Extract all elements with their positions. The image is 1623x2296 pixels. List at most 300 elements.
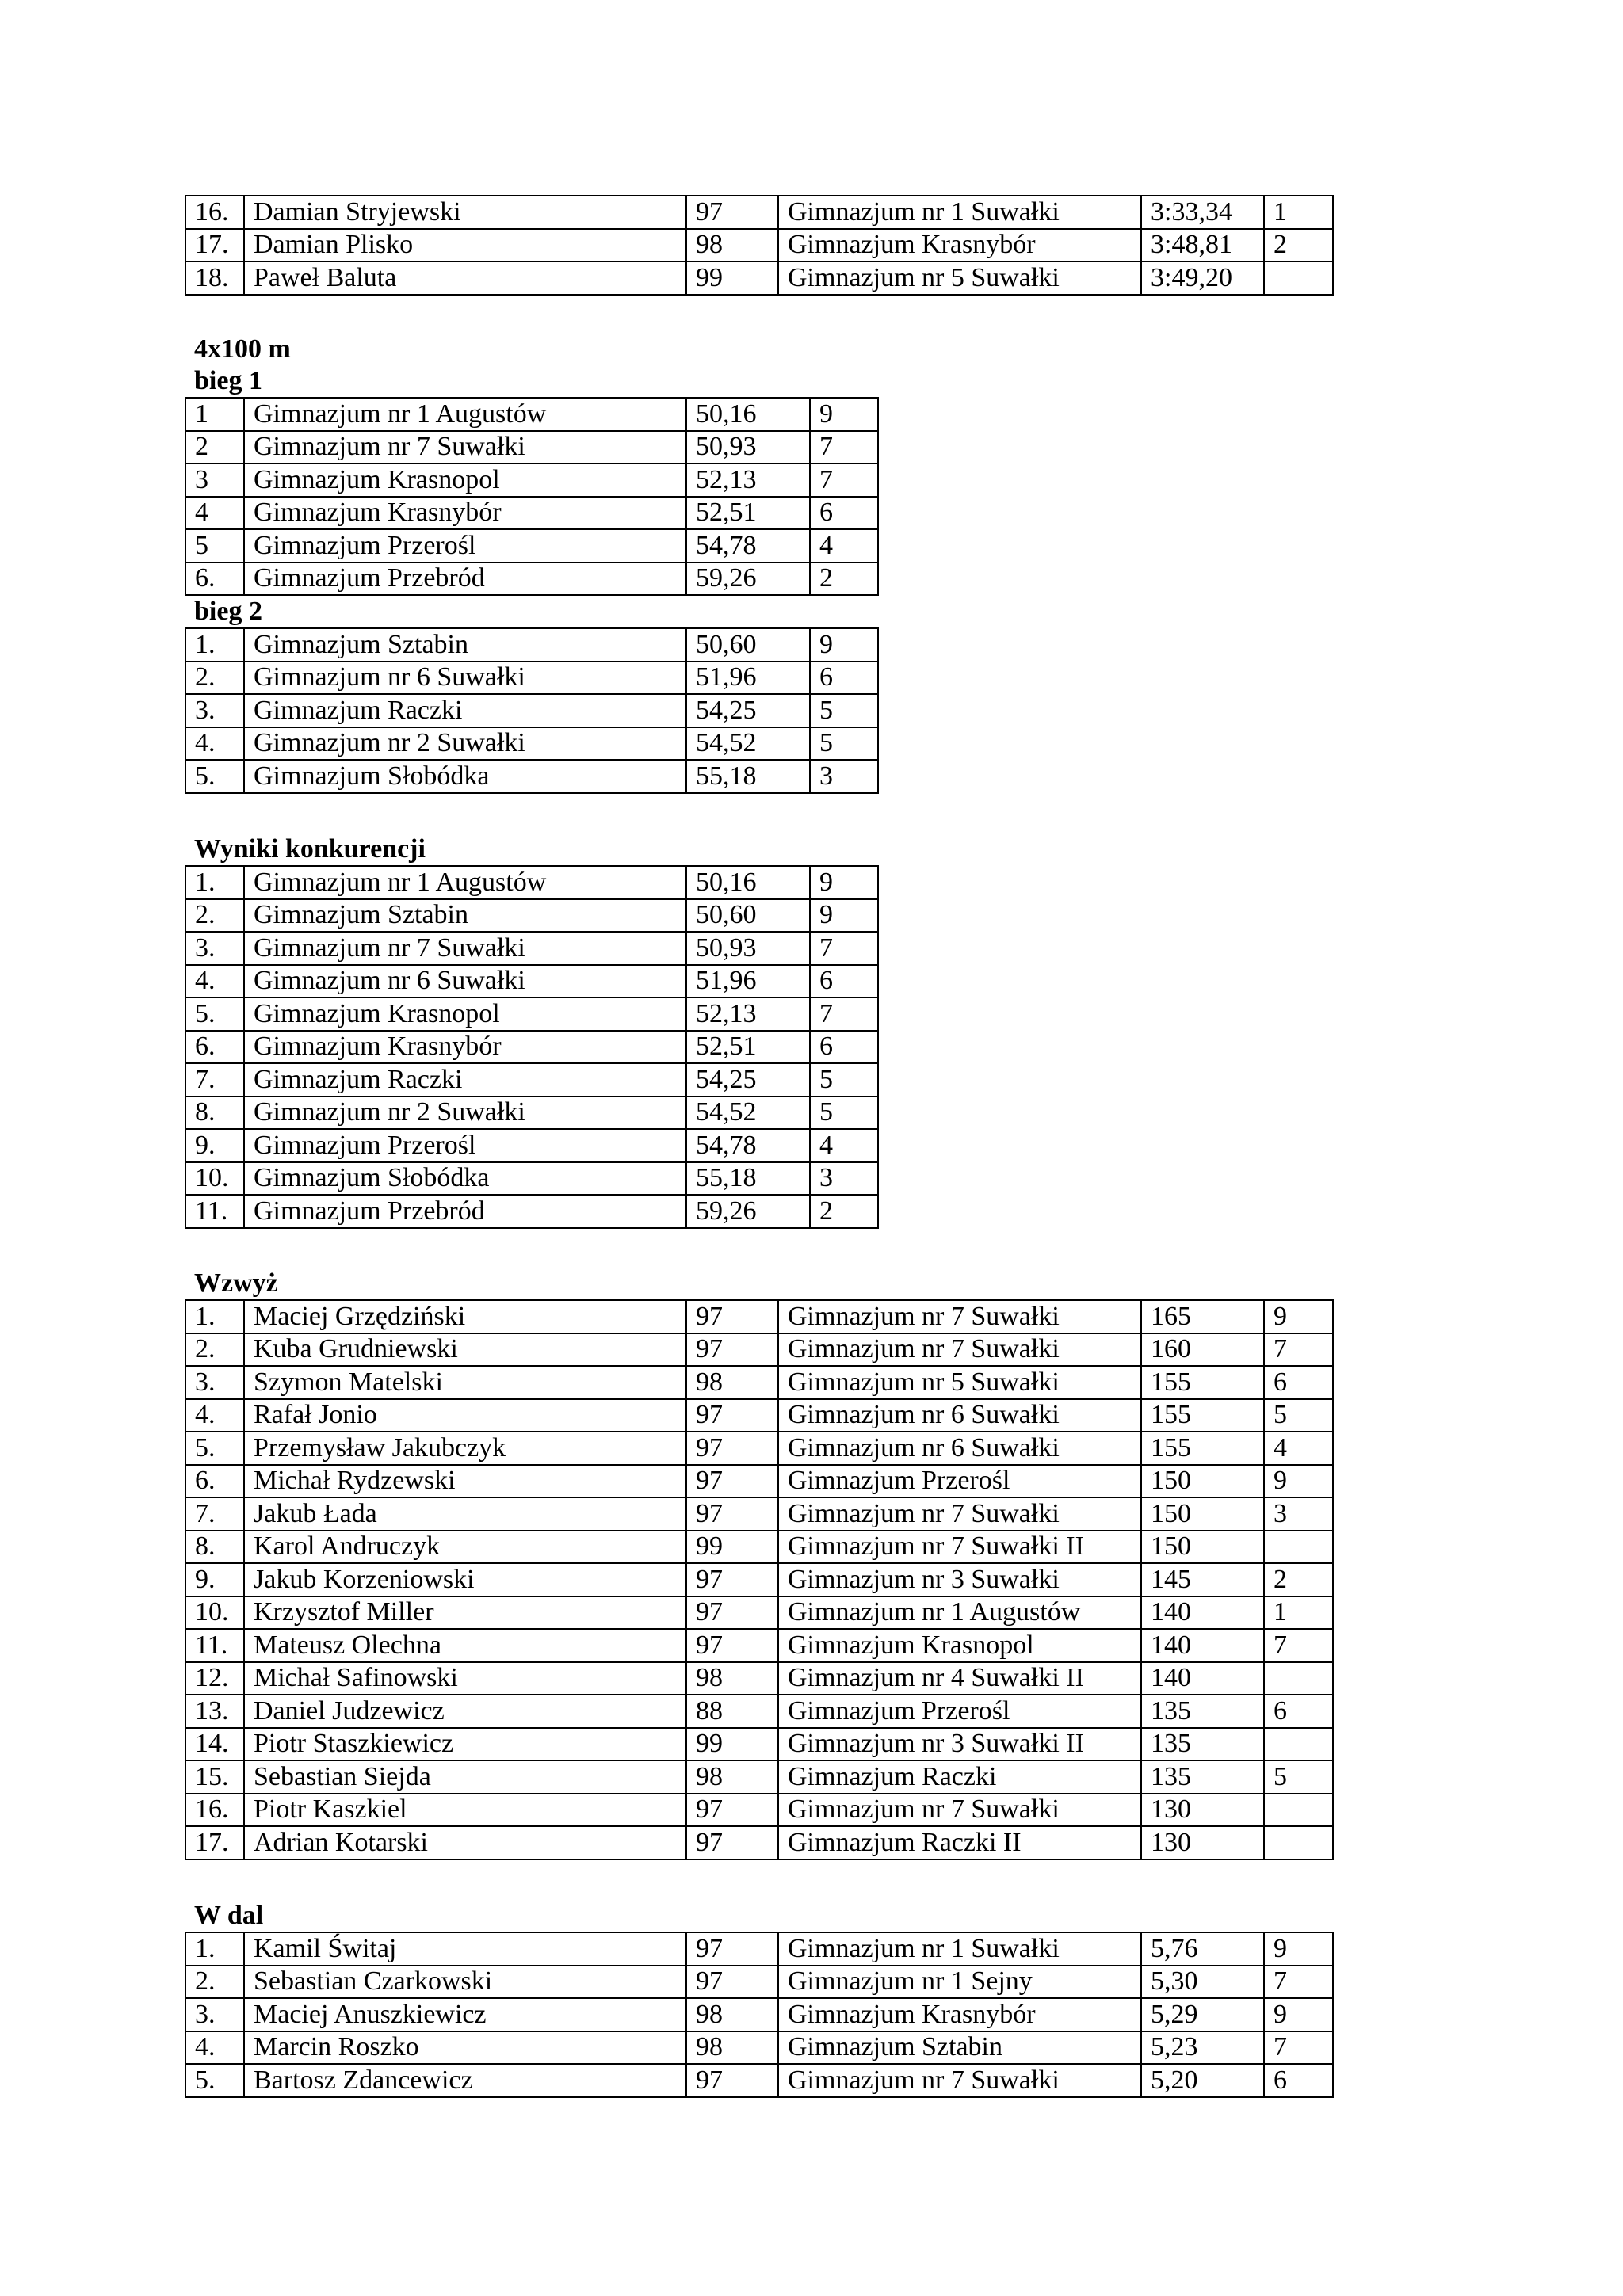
result-cell: 135 — [1141, 1695, 1264, 1728]
table-row — [185, 997, 878, 1031]
year-cell: 97 — [686, 1497, 778, 1531]
school-cell: Gimnazjum nr 6 Suwałki — [778, 1432, 1141, 1465]
place-cell: 1. — [185, 628, 244, 662]
place-cell: 10. — [185, 1162, 244, 1196]
points-cell: 6 — [1264, 2064, 1333, 2097]
place-cell: 4 — [185, 497, 244, 530]
results-section — [185, 833, 879, 1229]
place-cell: 6. — [185, 1465, 244, 1498]
time-cell: 52,13 — [686, 463, 810, 497]
school-cell: Gimnazjum Słobódka — [244, 760, 686, 793]
result-cell: 155 — [1141, 1366, 1264, 1399]
table-row — [185, 1333, 1333, 1367]
table-row — [185, 1966, 1333, 1999]
school-cell: Gimnazjum nr 1 Sejny — [778, 1966, 1141, 1999]
result-cell: 155 — [1141, 1432, 1264, 1465]
year-cell: 97 — [686, 1826, 778, 1859]
name-cell: Bartosz Zdancewicz — [244, 2064, 686, 2097]
points-cell: 6 — [810, 497, 878, 530]
school-cell: Gimnazjum Przebród — [244, 1195, 686, 1228]
name-cell: Przemysław Jakubczyk — [244, 1432, 686, 1465]
time-cell: 50,93 — [686, 932, 810, 965]
year-cell: 97 — [686, 1399, 778, 1432]
school-cell: Gimnazjum Raczki — [244, 1063, 686, 1097]
table-row — [185, 1031, 878, 1064]
name-cell: Sebastian Siejda — [244, 1760, 686, 1794]
school-cell: Gimnazjum Raczki II — [778, 1826, 1141, 1859]
heat2-heading: bieg 2 — [194, 597, 262, 626]
table-row — [185, 1662, 1333, 1695]
school-cell: Gimnazjum nr 7 Suwałki — [778, 1794, 1141, 1827]
result-cell: 150 — [1141, 1531, 1264, 1564]
place-cell: 13. — [185, 1695, 244, 1728]
result-cell: 130 — [1141, 1794, 1264, 1827]
points-cell — [1264, 1531, 1333, 1564]
place-cell: 4. — [185, 965, 244, 998]
place-cell: 4. — [185, 727, 244, 761]
name-cell: Daniel Judzewicz — [244, 1695, 686, 1728]
points-cell: 4 — [1264, 1432, 1333, 1465]
table-row — [185, 1366, 1333, 1399]
name-cell: Sebastian Czarkowski — [244, 1966, 686, 1999]
place-cell: 11. — [185, 1629, 244, 1662]
school-cell: Gimnazjum Słobódka — [244, 1162, 686, 1196]
place-cell: 17. — [185, 1826, 244, 1859]
table-row — [185, 866, 878, 899]
points-cell: 5 — [1264, 1399, 1333, 1432]
school-cell: Gimnazjum Przerośl — [778, 1695, 1141, 1728]
table-row — [185, 1300, 1333, 1333]
time-cell: 52,13 — [686, 997, 810, 1031]
place-cell: 5. — [185, 1432, 244, 1465]
name-cell: Krzysztof Miller — [244, 1596, 686, 1630]
points-cell: 3 — [810, 760, 878, 793]
table-row — [185, 229, 1333, 262]
time-cell: 50,16 — [686, 866, 810, 899]
table-row — [185, 398, 878, 431]
place-cell: 10. — [185, 1596, 244, 1630]
year-cell: 98 — [686, 1998, 778, 2031]
place-cell: 6. — [185, 1031, 244, 1064]
time-cell: 54,25 — [686, 1063, 810, 1097]
top-results-table — [185, 195, 1334, 296]
points-cell: 1 — [1264, 196, 1333, 229]
table-row — [185, 1063, 878, 1097]
table-row — [185, 1596, 1333, 1630]
place-cell: 5. — [185, 2064, 244, 2097]
points-cell: 2 — [810, 563, 878, 596]
table-row — [185, 1129, 878, 1162]
place-cell: 5 — [185, 529, 244, 563]
school-cell: Gimnazjum Sztabin — [778, 2031, 1141, 2065]
name-cell: Maciej Grzędziński — [244, 1300, 686, 1333]
school-cell: Gimnazjum nr 7 Suwałki — [244, 932, 686, 965]
table-row — [185, 2031, 1333, 2065]
result-cell: 165 — [1141, 1300, 1264, 1333]
points-cell: 6 — [810, 662, 878, 695]
table-row — [185, 529, 878, 563]
year-cell: 98 — [686, 2031, 778, 2065]
year-cell: 97 — [686, 1432, 778, 1465]
school-cell: Gimnazjum Krasnopol — [244, 997, 686, 1031]
year-cell: 99 — [686, 1728, 778, 1761]
table-row — [185, 1432, 1333, 1465]
points-cell: 6 — [1264, 1695, 1333, 1728]
year-cell: 97 — [686, 1629, 778, 1662]
school-cell: Gimnazjum Sztabin — [244, 899, 686, 933]
points-cell: 9 — [810, 866, 878, 899]
table-row — [185, 1695, 1333, 1728]
points-cell — [1264, 1826, 1333, 1859]
result-cell: 5,29 — [1141, 1998, 1264, 2031]
name-cell: Kamil Świtaj — [244, 1932, 686, 1966]
points-cell: 7 — [1264, 1966, 1333, 1999]
place-cell: 9. — [185, 1563, 244, 1596]
points-cell: 7 — [1264, 1629, 1333, 1662]
place-cell: 11. — [185, 1195, 244, 1228]
year-cell: 97 — [686, 1465, 778, 1498]
school-cell: Gimnazjum nr 3 Suwałki — [778, 1563, 1141, 1596]
place-cell: 9. — [185, 1129, 244, 1162]
points-cell: 5 — [810, 1097, 878, 1130]
school-cell: Gimnazjum Krasnybór — [778, 229, 1141, 262]
place-cell: 12. — [185, 1662, 244, 1695]
points-cell: 3 — [810, 1162, 878, 1196]
points-cell: 9 — [810, 899, 878, 933]
points-cell: 7 — [810, 932, 878, 965]
name-cell: Maciej Anuszkiewicz — [244, 1998, 686, 2031]
year-cell: 97 — [686, 1596, 778, 1630]
result-cell: 5,23 — [1141, 2031, 1264, 2065]
school-cell: Gimnazjum Sztabin — [244, 628, 686, 662]
heat1-table — [185, 397, 879, 596]
name-cell: Michał Rydzewski — [244, 1465, 686, 1498]
points-cell — [1264, 1728, 1333, 1761]
school-cell: Gimnazjum nr 7 Suwałki — [778, 1333, 1141, 1367]
time-cell: 55,18 — [686, 1162, 810, 1196]
place-cell: 1. — [185, 866, 244, 899]
school-cell: Gimnazjum Krasnybór — [778, 1998, 1141, 2031]
table-row — [185, 628, 878, 662]
place-cell: 3. — [185, 932, 244, 965]
points-cell: 9 — [810, 398, 878, 431]
name-cell: Adrian Kotarski — [244, 1826, 686, 1859]
result-cell: 3:48,81 — [1141, 229, 1264, 262]
year-cell: 97 — [686, 1932, 778, 1966]
place-cell: 2 — [185, 431, 244, 464]
school-cell: Gimnazjum Przebród — [244, 563, 686, 596]
table-row — [185, 563, 878, 596]
points-cell: 1 — [1264, 1596, 1333, 1630]
place-cell: 16. — [185, 1794, 244, 1827]
points-cell — [1264, 1794, 1333, 1827]
place-cell: 2. — [185, 1966, 244, 1999]
year-cell: 98 — [686, 1760, 778, 1794]
points-cell — [1264, 1662, 1333, 1695]
school-cell: Gimnazjum nr 7 Suwałki — [778, 1300, 1141, 1333]
high-jump-table — [185, 1299, 1334, 1860]
relay-section — [185, 334, 879, 794]
table-row — [185, 1465, 1333, 1498]
result-cell: 3:49,20 — [1141, 261, 1264, 295]
school-cell: Gimnazjum nr 5 Suwałki — [778, 1366, 1141, 1399]
place-cell: 18. — [185, 261, 244, 295]
year-cell: 98 — [686, 229, 778, 262]
table-row — [185, 1097, 878, 1130]
place-cell: 1. — [185, 1932, 244, 1966]
result-cell: 5,30 — [1141, 1966, 1264, 1999]
long-jump-section — [185, 1900, 1334, 2098]
time-cell: 52,51 — [686, 1031, 810, 1064]
school-cell: Gimnazjum Krasnopol — [244, 463, 686, 497]
long-jump-heading: W dal — [194, 1901, 264, 1930]
school-cell: Gimnazjum nr 7 Suwałki — [778, 1497, 1141, 1531]
place-cell: 6. — [185, 563, 244, 596]
place-cell: 4. — [185, 2031, 244, 2065]
time-cell: 54,25 — [686, 694, 810, 727]
school-cell: Gimnazjum nr 7 Suwałki — [778, 2064, 1141, 2097]
points-cell: 2 — [1264, 229, 1333, 262]
place-cell: 3. — [185, 1366, 244, 1399]
school-cell: Gimnazjum nr 7 Suwałki — [244, 431, 686, 464]
points-cell: 7 — [810, 463, 878, 497]
school-cell: Gimnazjum nr 2 Suwałki — [244, 1097, 686, 1130]
results-table — [185, 865, 879, 1229]
points-cell: 6 — [810, 965, 878, 998]
result-cell: 130 — [1141, 1826, 1264, 1859]
place-cell: 3. — [185, 694, 244, 727]
year-cell: 97 — [686, 2064, 778, 2097]
table-row — [185, 1563, 1333, 1596]
points-cell: 6 — [810, 1031, 878, 1064]
table-row — [185, 694, 878, 727]
points-cell: 2 — [1264, 1563, 1333, 1596]
school-cell: Gimnazjum nr 5 Suwałki — [778, 261, 1141, 295]
place-cell: 16. — [185, 196, 244, 229]
points-cell: 9 — [1264, 1998, 1333, 2031]
table-row — [185, 932, 878, 965]
school-cell: Gimnazjum nr 4 Suwałki II — [778, 1662, 1141, 1695]
table-row — [185, 899, 878, 933]
time-cell: 54,78 — [686, 529, 810, 563]
year-cell: 97 — [686, 1333, 778, 1367]
time-cell: 59,26 — [686, 563, 810, 596]
school-cell: Gimnazjum nr 7 Suwałki II — [778, 1531, 1141, 1564]
table-row — [185, 1629, 1333, 1662]
heat1-heading: bieg 1 — [194, 366, 262, 395]
time-cell: 50,16 — [686, 398, 810, 431]
long-jump-table — [185, 1932, 1334, 2098]
relay-heading: 4x100 m — [194, 334, 291, 364]
name-cell: Kuba Grudniewski — [244, 1333, 686, 1367]
points-cell: 6 — [1264, 1366, 1333, 1399]
points-cell: 2 — [810, 1195, 878, 1228]
name-cell: Damian Plisko — [244, 229, 686, 262]
table-row — [185, 196, 1333, 229]
school-cell: Gimnazjum nr 6 Suwałki — [244, 965, 686, 998]
points-cell: 4 — [810, 1129, 878, 1162]
result-cell: 150 — [1141, 1497, 1264, 1531]
points-cell: 7 — [810, 997, 878, 1031]
school-cell: Gimnazjum nr 1 Suwałki — [778, 196, 1141, 229]
high-jump-heading: Wzwyż — [194, 1268, 278, 1298]
time-cell: 54,52 — [686, 727, 810, 761]
school-cell: Gimnazjum nr 2 Suwałki — [244, 727, 686, 761]
points-cell: 7 — [810, 431, 878, 464]
school-cell: Gimnazjum nr 3 Suwałki II — [778, 1728, 1141, 1761]
year-cell: 88 — [686, 1695, 778, 1728]
school-cell: Gimnazjum nr 1 Augustów — [778, 1596, 1141, 1630]
name-cell: Piotr Kaszkiel — [244, 1794, 686, 1827]
year-cell: 97 — [686, 1563, 778, 1596]
points-cell: 9 — [1264, 1300, 1333, 1333]
time-cell: 52,51 — [686, 497, 810, 530]
place-cell: 15. — [185, 1760, 244, 1794]
school-cell: Gimnazjum Raczki — [244, 694, 686, 727]
year-cell: 99 — [686, 261, 778, 295]
table-row — [185, 1497, 1333, 1531]
result-cell: 5,76 — [1141, 1932, 1264, 1966]
result-cell: 145 — [1141, 1563, 1264, 1596]
school-cell: Gimnazjum Krasnybór — [244, 497, 686, 530]
points-cell: 7 — [1264, 2031, 1333, 2065]
year-cell: 97 — [686, 196, 778, 229]
table-row — [185, 1760, 1333, 1794]
place-cell: 1 — [185, 398, 244, 431]
result-cell: 5,20 — [1141, 2064, 1264, 2097]
name-cell: Piotr Staszkiewicz — [244, 1728, 686, 1761]
name-cell: Damian Stryjewski — [244, 196, 686, 229]
points-cell — [1264, 261, 1333, 295]
time-cell: 54,52 — [686, 1097, 810, 1130]
place-cell: 1. — [185, 1300, 244, 1333]
place-cell: 3. — [185, 1998, 244, 2031]
table-row — [185, 1932, 1333, 1966]
points-cell: 5 — [1264, 1760, 1333, 1794]
school-cell: Gimnazjum nr 1 Suwałki — [778, 1932, 1141, 1966]
place-cell: 4. — [185, 1399, 244, 1432]
school-cell: Gimnazjum Przerośl — [244, 1129, 686, 1162]
table-row — [185, 1195, 878, 1228]
points-cell: 5 — [810, 694, 878, 727]
place-cell: 14. — [185, 1728, 244, 1761]
points-cell: 9 — [1264, 1932, 1333, 1966]
place-cell: 7. — [185, 1063, 244, 1097]
year-cell: 99 — [686, 1531, 778, 1564]
school-cell: Gimnazjum Przerośl — [244, 529, 686, 563]
school-cell: Gimnazjum Krasnybór — [244, 1031, 686, 1064]
result-cell: 135 — [1141, 1728, 1264, 1761]
place-cell: 2. — [185, 1333, 244, 1367]
school-cell: Gimnazjum Raczki — [778, 1760, 1141, 1794]
points-cell: 5 — [810, 1063, 878, 1097]
points-cell: 5 — [810, 727, 878, 761]
year-cell: 97 — [686, 1794, 778, 1827]
place-cell: 8. — [185, 1097, 244, 1130]
table-row — [185, 1531, 1333, 1564]
table-row — [185, 1794, 1333, 1827]
table-row — [185, 1399, 1333, 1432]
points-cell: 9 — [1264, 1465, 1333, 1498]
year-cell: 98 — [686, 1366, 778, 1399]
place-cell: 2. — [185, 662, 244, 695]
result-cell: 155 — [1141, 1399, 1264, 1432]
name-cell: Karol Andruczyk — [244, 1531, 686, 1564]
name-cell: Mateusz Olechna — [244, 1629, 686, 1662]
heat2-table — [185, 627, 879, 794]
table-row — [185, 431, 878, 464]
place-cell: 7. — [185, 1497, 244, 1531]
result-cell: 140 — [1141, 1629, 1264, 1662]
school-cell: Gimnazjum nr 6 Suwałki — [244, 662, 686, 695]
name-cell: Paweł Baluta — [244, 261, 686, 295]
time-cell: 50,93 — [686, 431, 810, 464]
results-heading: Wyniki konkurencji — [194, 834, 426, 864]
time-cell: 50,60 — [686, 899, 810, 933]
table-row — [185, 965, 878, 998]
school-cell: Gimnazjum Przerośl — [778, 1465, 1141, 1498]
result-cell: 140 — [1141, 1596, 1264, 1630]
year-cell: 97 — [686, 1300, 778, 1333]
time-cell: 51,96 — [686, 965, 810, 998]
table-row — [185, 463, 878, 497]
place-cell: 8. — [185, 1531, 244, 1564]
school-cell: Gimnazjum nr 6 Suwałki — [778, 1399, 1141, 1432]
result-cell: 135 — [1141, 1760, 1264, 1794]
school-cell: Gimnazjum Krasnopol — [778, 1629, 1141, 1662]
table-row — [185, 727, 878, 761]
time-cell: 55,18 — [686, 760, 810, 793]
table-row — [185, 2064, 1333, 2097]
table-row — [185, 662, 878, 695]
table-row — [185, 1826, 1333, 1859]
points-cell: 4 — [810, 529, 878, 563]
result-cell: 140 — [1141, 1662, 1264, 1695]
name-cell: Jakub Łada — [244, 1497, 686, 1531]
high-jump-section — [185, 1268, 1334, 1860]
school-cell: Gimnazjum nr 1 Augustów — [244, 398, 686, 431]
name-cell: Michał Safinowski — [244, 1662, 686, 1695]
time-cell: 54,78 — [686, 1129, 810, 1162]
table-row — [185, 760, 878, 793]
result-cell: 160 — [1141, 1333, 1264, 1367]
name-cell: Marcin Roszko — [244, 2031, 686, 2065]
table-row — [185, 1162, 878, 1196]
school-cell: Gimnazjum nr 1 Augustów — [244, 866, 686, 899]
year-cell: 97 — [686, 1966, 778, 1999]
name-cell: Rafał Jonio — [244, 1399, 686, 1432]
points-cell: 3 — [1264, 1497, 1333, 1531]
result-cell: 150 — [1141, 1465, 1264, 1498]
points-cell: 7 — [1264, 1333, 1333, 1367]
time-cell: 50,60 — [686, 628, 810, 662]
name-cell: Jakub Korzeniowski — [244, 1563, 686, 1596]
place-cell: 3 — [185, 463, 244, 497]
table-row — [185, 1728, 1333, 1761]
place-cell: 5. — [185, 760, 244, 793]
name-cell: Szymon Matelski — [244, 1366, 686, 1399]
place-cell: 2. — [185, 899, 244, 933]
place-cell: 5. — [185, 997, 244, 1031]
top-results-section — [185, 195, 1334, 296]
table-row — [185, 1998, 1333, 2031]
year-cell: 98 — [686, 1662, 778, 1695]
result-cell: 3:33,34 — [1141, 196, 1264, 229]
table-row — [185, 261, 1333, 295]
time-cell: 51,96 — [686, 662, 810, 695]
time-cell: 59,26 — [686, 1195, 810, 1228]
points-cell: 9 — [810, 628, 878, 662]
